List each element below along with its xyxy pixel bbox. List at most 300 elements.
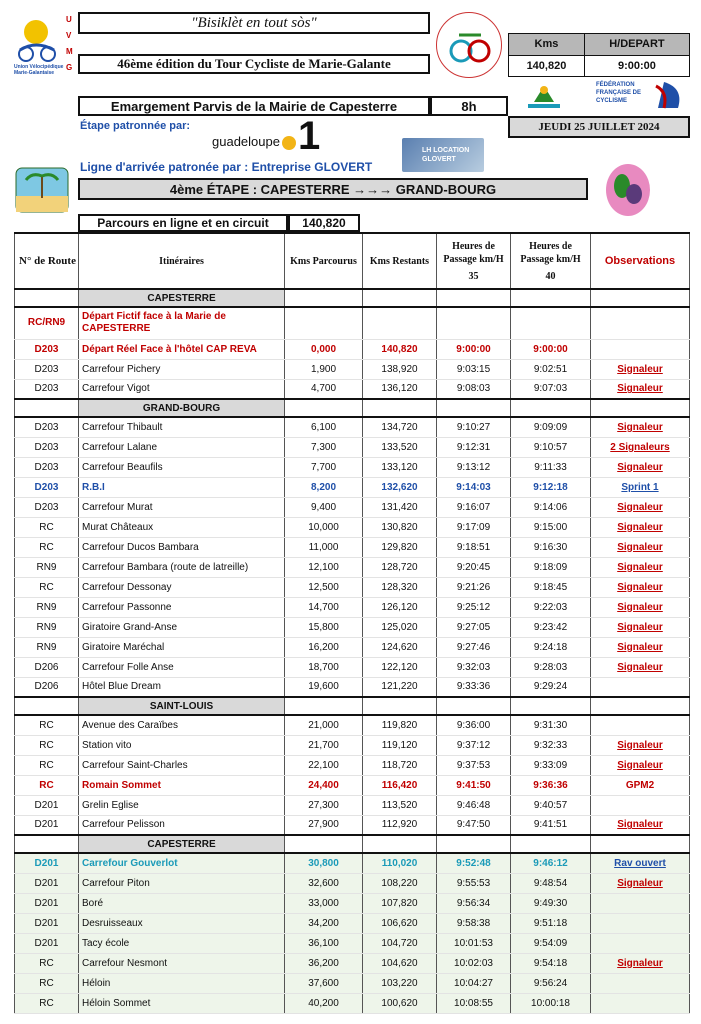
emargement-time: 8h: [430, 96, 508, 116]
section-blank: [363, 835, 437, 853]
table-row: [15, 913, 690, 933]
cell-itinerary: Carrefour Beaufils: [79, 457, 285, 477]
cell-kms-restants: 128,320: [363, 577, 437, 597]
cell-heure-35: 9:46:48: [437, 795, 511, 815]
cell-heure-35: 9:27:05: [437, 617, 511, 637]
section-blank: [363, 697, 437, 715]
cell-route: RN9: [15, 557, 79, 577]
artwork-logo: [600, 160, 656, 220]
cell-kms-restants: 136,120: [363, 379, 437, 399]
cell-heure-40: 9:02:51: [511, 359, 591, 379]
cell-itinerary: Station vito: [79, 735, 285, 755]
cell-heure-40: 9:56:24: [511, 973, 591, 993]
cell-kms-parcourus: 36,200: [285, 953, 363, 973]
header-h35-label: Heures de Passage km/H: [443, 240, 504, 265]
cell-heure-40: 9:15:00: [511, 517, 591, 537]
cell-heure-35: 9:21:26: [437, 577, 511, 597]
observation-text: Signaleur: [617, 601, 663, 613]
cell-kms-parcourus: 21,700: [285, 735, 363, 755]
cell-observation: [591, 815, 690, 835]
cell-kms-restants: 124,620: [363, 637, 437, 657]
cell-heure-40: 9:09:09: [511, 417, 591, 437]
section-blank: [511, 697, 591, 715]
cell-observation: [591, 873, 690, 893]
cell-route: D203: [15, 497, 79, 517]
cell-observation: [591, 557, 690, 577]
cell-kms-parcourus: 1,900: [285, 359, 363, 379]
cell-heure-40: 9:07:03: [511, 379, 591, 399]
observation-text: 2 Signaleurs: [610, 441, 670, 453]
section-blank: [285, 289, 363, 307]
observation-text: Signaleur: [617, 363, 663, 375]
table-row: [15, 853, 690, 873]
cell-heure-35: 10:02:03: [437, 953, 511, 973]
cell-kms-parcourus: 34,200: [285, 913, 363, 933]
table-row: [15, 715, 690, 735]
kms-depart-box: [508, 33, 690, 77]
cell-route: RC: [15, 973, 79, 993]
section-blank: [591, 289, 690, 307]
cell-itinerary: Hôtel Blue Dream: [79, 677, 285, 697]
cell-route: D203: [15, 437, 79, 457]
cell-heure-40: 9:10:57: [511, 437, 591, 457]
cell-route: RC: [15, 953, 79, 973]
cell-heure-35: 9:03:15: [437, 359, 511, 379]
section-blank: [511, 399, 591, 417]
cell-kms-restants: 118,720: [363, 755, 437, 775]
cell-observation: [591, 437, 690, 457]
ffc-text: FÉDÉRATION FRANÇAISE DE CYCLISME: [596, 82, 642, 104]
ligne-arrivee: Ligne d'arrivée patronée par : Entreprise GLOVERT: [80, 160, 373, 174]
observation-text: Signaleur: [617, 383, 663, 395]
cell-kms-parcourus: 9,400: [285, 497, 363, 517]
table-header: [15, 233, 690, 289]
cell-heure-40: 9:40:57: [511, 795, 591, 815]
regional-logo: [520, 78, 580, 112]
cell-kms-restants: 112,920: [363, 815, 437, 835]
cell-itinerary: Carrefour Bambara (route de latreille): [79, 557, 285, 577]
cell-heure-35: 10:01:53: [437, 933, 511, 953]
cell-kms-restants: [363, 307, 437, 339]
cell-itinerary: R.B.I: [79, 477, 285, 497]
cell-heure-40: [511, 307, 591, 339]
cell-observation: [591, 637, 690, 657]
cell-heure-40: 9:18:09: [511, 557, 591, 577]
cell-observation: [591, 379, 690, 399]
cell-heure-40: 9:49:30: [511, 893, 591, 913]
cell-route: RC: [15, 537, 79, 557]
section-blank: [363, 289, 437, 307]
cell-kms-parcourus: 8,200: [285, 477, 363, 497]
cell-heure-40: 10:00:18: [511, 993, 591, 1013]
section-blank: [591, 835, 690, 853]
observation-text: Signaleur: [617, 661, 663, 673]
motto: "Bisiklèt en tout sòs": [78, 12, 430, 34]
stage-date: JEUDI 25 JUILLET 2024: [508, 116, 690, 138]
section-blank: [285, 697, 363, 715]
cell-heure-35: 9:14:03: [437, 477, 511, 497]
cell-observation: [591, 735, 690, 755]
cell-route: RC/RN9: [15, 307, 79, 339]
table-row: [15, 795, 690, 815]
cell-heure-40: 9:31:30: [511, 715, 591, 735]
cell-kms-parcourus: 15,800: [285, 617, 363, 637]
cell-heure-35: 9:56:34: [437, 893, 511, 913]
cell-route: D201: [15, 795, 79, 815]
cell-heure-40: 9:48:54: [511, 873, 591, 893]
cell-itinerary: Héloin Sommet: [79, 993, 285, 1013]
cell-route: RC: [15, 577, 79, 597]
cell-itinerary: Grelin Eglise: [79, 795, 285, 815]
cell-route: D203: [15, 359, 79, 379]
section-label: CAPESTERRE: [79, 835, 285, 853]
uvmg-text: Union Vélocipédique Marie-Galantaise: [14, 64, 64, 76]
cell-heure-40: 9:28:03: [511, 657, 591, 677]
cell-kms-restants: 121,220: [363, 677, 437, 697]
emargement: Emargement Parvis de la Mairie de Capesterre: [78, 96, 430, 116]
section-blank: [591, 697, 690, 715]
cell-kms-parcourus: 21,000: [285, 715, 363, 735]
observation-text: Signaleur: [617, 421, 663, 433]
cell-kms-parcourus: 22,100: [285, 755, 363, 775]
table-row: [15, 517, 690, 537]
cell-route: RC: [15, 715, 79, 735]
cell-itinerary: Desruisseaux: [79, 913, 285, 933]
section-blank: [285, 835, 363, 853]
header-observations: Observations: [591, 233, 690, 289]
cell-kms-parcourus: 40,200: [285, 993, 363, 1013]
cell-itinerary: Carrefour Dessonay: [79, 577, 285, 597]
cell-kms-restants: 116,420: [363, 775, 437, 795]
cell-itinerary: Avenue des Caraïbes: [79, 715, 285, 735]
section-blank: [437, 289, 511, 307]
etape-title: 4ème ÉTAPE : CAPESTERRE →→→ GRAND-BOURG: [78, 178, 588, 200]
uvmg-letter-u: U: [66, 15, 72, 24]
cell-kms-parcourus: 6,100: [285, 417, 363, 437]
table-row: [15, 637, 690, 657]
header-h40-label: Heures de Passage km/H: [520, 240, 581, 265]
table-row: [15, 537, 690, 557]
cell-itinerary: Carrefour Gouverlot: [79, 853, 285, 873]
location-glovert-logo: [402, 138, 484, 172]
section-blank: [15, 835, 79, 853]
cell-kms-restants: 122,120: [363, 657, 437, 677]
observation-text: Signaleur: [617, 541, 663, 553]
table-row: [15, 477, 690, 497]
cell-kms-restants: 140,820: [363, 339, 437, 359]
cell-route: D206: [15, 657, 79, 677]
cell-kms-restants: 108,220: [363, 873, 437, 893]
section-label: SAINT-LOUIS: [79, 697, 285, 715]
cell-itinerary: Giratoire Maréchal: [79, 637, 285, 657]
cell-itinerary: Carrefour Lalane: [79, 437, 285, 457]
table-row: [15, 557, 690, 577]
table-row: [15, 755, 690, 775]
cell-kms-restants: 119,820: [363, 715, 437, 735]
header-kms-parcourus: Kms Parcourus: [285, 233, 363, 289]
section-row: [15, 697, 690, 715]
cell-observation: [591, 953, 690, 973]
cell-observation: [591, 359, 690, 379]
hdepart-value: 9:00:00: [584, 55, 689, 77]
table-row: [15, 379, 690, 399]
table-row: [15, 677, 690, 697]
cell-observation: [591, 577, 690, 597]
comite-cyclisme-logo: [436, 12, 502, 78]
observation-text: Signaleur: [617, 501, 663, 513]
cell-kms-restants: 128,720: [363, 557, 437, 577]
cell-itinerary: Carrefour Murat: [79, 497, 285, 517]
cell-itinerary: Boré: [79, 893, 285, 913]
cell-observation: [591, 795, 690, 815]
cell-heure-40: 9:41:51: [511, 815, 591, 835]
uvmg-logo: [14, 10, 76, 90]
observation-text: Signaleur: [617, 739, 663, 751]
observation-text: Signaleur: [617, 641, 663, 653]
cell-kms-parcourus: 16,200: [285, 637, 363, 657]
cell-heure-35: 9:32:03: [437, 657, 511, 677]
cell-kms-parcourus: 12,100: [285, 557, 363, 577]
cell-kms-restants: 103,220: [363, 973, 437, 993]
header-h40: [511, 233, 591, 289]
kms-label: Kms: [509, 34, 585, 56]
cell-kms-parcourus: [285, 307, 363, 339]
header-h40-speed: 40: [545, 270, 556, 282]
cell-observation: [591, 933, 690, 953]
cell-itinerary: Départ Fictif face à la Marie de CAPESTERRE: [79, 307, 285, 339]
cell-observation: [591, 677, 690, 697]
cell-kms-restants: 113,520: [363, 795, 437, 815]
header-route: N° de Route: [15, 233, 79, 289]
cell-itinerary: Giratoire Grand-Anse: [79, 617, 285, 637]
cell-route: D201: [15, 815, 79, 835]
cell-route: D203: [15, 477, 79, 497]
cell-itinerary: Carrefour Saint-Charles: [79, 755, 285, 775]
cell-kms-parcourus: 0,000: [285, 339, 363, 359]
header-h35: [437, 233, 511, 289]
cell-kms-parcourus: 7,700: [285, 457, 363, 477]
cell-observation: [591, 715, 690, 735]
cell-kms-parcourus: 27,300: [285, 795, 363, 815]
cell-observation: [591, 775, 690, 795]
cell-itinerary: Carrefour Vigot: [79, 379, 285, 399]
section-blank: [15, 289, 79, 307]
cell-kms-restants: 125,020: [363, 617, 437, 637]
parcours-value: 140,820: [288, 214, 360, 232]
cell-route: D203: [15, 457, 79, 477]
observation-text: Signaleur: [617, 581, 663, 593]
cell-route: D203: [15, 339, 79, 359]
cell-observation: [591, 477, 690, 497]
table-row: [15, 307, 690, 339]
cell-kms-restants: 132,620: [363, 477, 437, 497]
cell-heure-40: 9:18:45: [511, 577, 591, 597]
table-row: [15, 497, 690, 517]
cell-observation: [591, 339, 690, 359]
cell-observation: [591, 617, 690, 637]
cell-heure-35: 10:08:55: [437, 993, 511, 1013]
observation-text: Sprint 1: [621, 481, 659, 493]
table-row: [15, 993, 690, 1013]
table-row: [15, 815, 690, 835]
section-blank: [15, 399, 79, 417]
cell-heure-35: 9:47:50: [437, 815, 511, 835]
cell-heure-35: 9:37:12: [437, 735, 511, 755]
section-row: [15, 289, 690, 307]
table-row: [15, 617, 690, 637]
cell-route: D201: [15, 933, 79, 953]
cell-kms-parcourus: 36,100: [285, 933, 363, 953]
uvmg-letter-m: M: [66, 47, 73, 56]
cell-route: D203: [15, 379, 79, 399]
cell-route: RC: [15, 517, 79, 537]
cell-kms-restants: 129,820: [363, 537, 437, 557]
cell-route: D201: [15, 853, 79, 873]
cell-route: RN9: [15, 637, 79, 657]
cell-kms-parcourus: 10,000: [285, 517, 363, 537]
cell-route: RC: [15, 775, 79, 795]
observation-text: Signaleur: [617, 461, 663, 473]
section-blank: [437, 399, 511, 417]
table-body: [15, 289, 690, 1013]
table-row: [15, 775, 690, 795]
uvmg-letter-g: G: [66, 63, 73, 72]
observation-text: Signaleur: [617, 621, 663, 633]
header-kms-restants: Kms Restants: [363, 233, 437, 289]
observation-text: Signaleur: [617, 819, 663, 831]
section-row: [15, 835, 690, 853]
cell-kms-restants: 134,720: [363, 417, 437, 437]
cell-heure-35: 10:04:27: [437, 973, 511, 993]
header-h35-speed: 35: [468, 270, 479, 282]
cell-heure-35: [437, 307, 511, 339]
section-blank: [285, 399, 363, 417]
cell-kms-restants: 133,120: [363, 457, 437, 477]
cell-kms-restants: 130,820: [363, 517, 437, 537]
table-row: [15, 973, 690, 993]
cell-heure-35: 9:55:53: [437, 873, 511, 893]
cell-heure-35: 9:58:38: [437, 913, 511, 933]
table-row: [15, 873, 690, 893]
observation-text: Signaleur: [617, 759, 663, 771]
cell-heure-35: 9:08:03: [437, 379, 511, 399]
cell-kms-restants: 131,420: [363, 497, 437, 517]
section-blank: [511, 289, 591, 307]
cell-itinerary: Murat Châteaux: [79, 517, 285, 537]
cell-heure-35: 9:20:45: [437, 557, 511, 577]
cell-kms-parcourus: 27,900: [285, 815, 363, 835]
cell-itinerary: Carrefour Folle Anse: [79, 657, 285, 677]
observation-text: GPM2: [625, 779, 655, 791]
cell-route: RC: [15, 735, 79, 755]
cell-route: D201: [15, 893, 79, 913]
patron-name: guadeloupe: [212, 134, 280, 149]
cell-itinerary: Carrefour Thibault: [79, 417, 285, 437]
table-row: [15, 577, 690, 597]
cell-heure-35: 9:27:46: [437, 637, 511, 657]
cell-route: D206: [15, 677, 79, 697]
cell-kms-parcourus: 11,000: [285, 537, 363, 557]
hdepart-label: H/DEPART: [584, 34, 689, 56]
cell-kms-restants: 104,620: [363, 953, 437, 973]
cell-route: D201: [15, 873, 79, 893]
cell-heure-40: 9:23:42: [511, 617, 591, 637]
cell-observation: [591, 657, 690, 677]
table-row: [15, 417, 690, 437]
cell-heure-35: 9:25:12: [437, 597, 511, 617]
cell-itinerary: Carrefour Passonne: [79, 597, 285, 617]
patron-label: Étape patronnée par:: [80, 120, 191, 132]
cell-observation: [591, 597, 690, 617]
cell-itinerary: Héloin: [79, 973, 285, 993]
cell-heure-40: 9:54:18: [511, 953, 591, 973]
observation-text: Rav ouvert: [614, 857, 666, 869]
cell-heure-40: 9:51:18: [511, 913, 591, 933]
cell-heure-35: 9:10:27: [437, 417, 511, 437]
cell-itinerary: Carrefour Pichery: [79, 359, 285, 379]
section-blank: [437, 697, 511, 715]
cell-heure-35: 9:36:00: [437, 715, 511, 735]
cell-route: RN9: [15, 597, 79, 617]
table-row: [15, 893, 690, 913]
table-row: [15, 457, 690, 477]
cell-kms-parcourus: 4,700: [285, 379, 363, 399]
cell-itinerary: Carrefour Pelisson: [79, 815, 285, 835]
section-label: CAPESTERRE: [79, 289, 285, 307]
cell-observation: [591, 993, 690, 1013]
cell-heure-40: 9:54:09: [511, 933, 591, 953]
cell-kms-restants: 100,620: [363, 993, 437, 1013]
cell-heure-40: 9:46:12: [511, 853, 591, 873]
cell-kms-restants: 138,920: [363, 359, 437, 379]
observation-text: Signaleur: [617, 521, 663, 533]
cell-route: RN9: [15, 617, 79, 637]
cell-observation: [591, 755, 690, 775]
cell-heure-40: 9:00:00: [511, 339, 591, 359]
section-row: [15, 399, 690, 417]
cell-heure-40: 9:11:33: [511, 457, 591, 477]
table-row: [15, 953, 690, 973]
cell-heure-35: 9:37:53: [437, 755, 511, 775]
cell-heure-35: 9:16:07: [437, 497, 511, 517]
cell-observation: [591, 417, 690, 437]
cell-heure-40: 9:24:18: [511, 637, 591, 657]
cell-observation: [591, 893, 690, 913]
cell-kms-restants: 107,820: [363, 893, 437, 913]
cell-itinerary: Carrefour Piton: [79, 873, 285, 893]
patron-number: 1: [298, 114, 321, 158]
cell-kms-restants: 110,020: [363, 853, 437, 873]
cell-kms-parcourus: 33,000: [285, 893, 363, 913]
cell-kms-parcourus: 18,700: [285, 657, 363, 677]
cell-heure-40: 9:32:33: [511, 735, 591, 755]
cell-observation: [591, 537, 690, 557]
cell-heure-40: 9:22:03: [511, 597, 591, 617]
cell-route: D203: [15, 417, 79, 437]
cell-observation: [591, 517, 690, 537]
table-row: [15, 339, 690, 359]
table-row: [15, 359, 690, 379]
kms-value: 140,820: [509, 55, 585, 77]
table-row: [15, 933, 690, 953]
cell-heure-40: 9:16:30: [511, 537, 591, 557]
cell-itinerary: Tacy école: [79, 933, 285, 953]
section-label: GRAND-BOURG: [79, 399, 285, 417]
section-blank: [363, 399, 437, 417]
cell-observation: [591, 457, 690, 477]
section-blank: [591, 399, 690, 417]
cell-heure-40: 9:36:36: [511, 775, 591, 795]
